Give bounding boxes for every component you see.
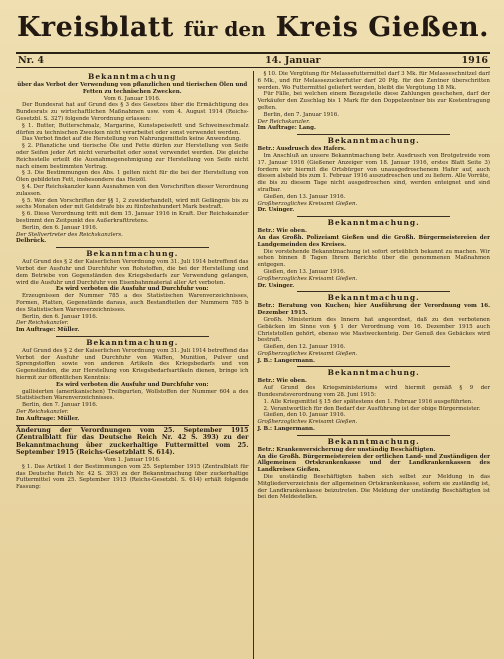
paragraph: Die vorstehende Bekanntmachung ist sofort ortsüblich bekannt zu machen. Wir sehen binnen 8 Tagen Ihrem Berichte über die genommenen Maßnahmen entgegen. xyxy=(257,248,490,269)
masthead-title-2: für den xyxy=(183,17,266,41)
section-divider xyxy=(297,134,450,135)
issue-date: 14. Januar xyxy=(265,55,321,66)
heading: Änderung der Verordnungen vom 25. September 1915 (Zentralblatt für das Deutsche Reich Nr. 42 S. 393) zu der Bekanntmachung über zuckerhaltige Futtermittel vom 25. September 1915 (Reichs-Gesetzblatt S. 614). xyxy=(16,426,249,457)
paragraph: § 1. Das Artikel 1 der Bestimmungen vom 25. September 1915 (Zentralblatt für das Deutsche Reich Nr. 42 S. 393) zu der Bekanntmachung über zuckerhaltige Futtermittel vom 25. September 1915 (Reichs-Gesetzbl. S. 614) erhält folgende Fassung: xyxy=(16,463,249,491)
address-line: An die Großh. Bürgermeistereien der ortlichen Land- und Zuständigen der Allgemeinen Ortskrankenkasse und der Landkrankenkassen des Landkreises Gießen. xyxy=(257,453,490,474)
address-line: An das Großh. Polizeiamt Gießen und die Großh. Bürgermeistereien der Landgemeinden des Kreises. xyxy=(257,234,490,248)
signature-title: Der Reichskanzler. xyxy=(16,320,69,327)
paragraph: § 6. Diese Verordnung tritt mit dem 15. Januar 1916 in Kraft. Der Reichskanzler bestimmt den Zeitpunkt des Außerkrafttretens. xyxy=(16,211,249,224)
signature-name: J. B.: Langermann. xyxy=(257,426,315,433)
right-column xyxy=(257,71,490,659)
heading: Bekanntmachung. xyxy=(327,293,420,303)
subject-line: Betr.: Wie oben. xyxy=(257,228,307,235)
section-divider xyxy=(297,291,450,292)
heading: Bekanntmachung. xyxy=(327,368,420,378)
left-column xyxy=(16,71,249,659)
paragraph: Auf Grund des § 2 der Kaiserlichen Verordnung vom 31. Juli 1914 betreffend das Verbot der Ausfuhr und Durchfuhr von Rohstoffen, die bei der Herstellung und dem Betriebe von Gegenständen des Kriegsbedarfs zur Verwendung gelangen, wird die Ausfuhr und Durchfuhr von Eisenbahnmaterial aller Art verboten. xyxy=(16,259,249,286)
paragraph: 2. Verantwortlich für den Bedarf der Ausführung ist der obige Bürgermeister. xyxy=(263,405,481,412)
heading: Bekanntmachung. xyxy=(327,436,420,446)
paragraph: § 10. Die Vergütung für Melassefuttermittel darf 3 Mk. für Melasseschnitzel darf 6 Mk., und für Melassezuckerfutter darf 20 Pfg. für den Zentner überschritten werden. Wo Futtermittel geliefert werden, bleibt die Vergütung 18 Mk. xyxy=(257,71,490,91)
signature-title: Der Reichskanzler. xyxy=(257,118,310,125)
paragraph: Im Anschluß an unsere Bekanntmachung betr. Ausdrusch von Brotgetreide vom 17. Januar 1916 (Gießener Anzeiger vom 18. Januar 1916, erstes Blatt Seite 3) fordern wir hiermit die Ortsbürger von unausgedroschenem Hafer auf, auch diesen alsbald bis zum 1. Februar 1916 auszudreschen und zu liefern. Alle Vorräte, die bis zu diesem Tage nicht ausgedroschen sind, werden enteignet und sind strafbar. xyxy=(257,152,490,193)
paragraph: § 3. Die Bestimmungen des Abs. 1 gelten nicht für die bei der Herstellung von Ölen gebildeten Fett, insbesondere das Heizöl. xyxy=(16,170,249,184)
paragraph: Für Fälle, bei welchen einem Bezugsteile diese Zahlungen geschehen, darf der Verkäufer den Zuschlag bis 1 Mark für den Doppelzentner bis zur Kostentragung gelten. xyxy=(257,91,490,111)
paragraph: Großh. Ministerium des Innern hat angeordnet, daß zu den verbotenen Gebäcken im Sinne von § 1 der Verordnung vom 16. Dezember 1915 auch Christstollen gehört, ebenso wie Mastweckenteig. Der Genuß des Gebäckes wird bestraft. xyxy=(257,316,490,344)
heading: Bekanntmachung. xyxy=(327,136,420,146)
date-line: Berlin, den 6. Januar 1916. xyxy=(22,313,98,320)
signature-name: J. B.: Langermann. xyxy=(257,357,315,364)
signature-name: Im Auftrage: Müller. xyxy=(16,327,80,334)
masthead-title-1: Kreisblatt xyxy=(16,12,174,43)
date-line: Vom 6. Januar 1916. xyxy=(103,95,161,102)
section-divider xyxy=(16,425,249,426)
paragraph: Es wird verboten die Ausfuhr und Durchfuhr von: xyxy=(56,381,209,388)
signature-name: Im Auftrage: Lang. xyxy=(257,125,316,132)
masthead xyxy=(16,6,490,52)
section-divider xyxy=(56,336,209,337)
columns xyxy=(16,71,490,659)
paragraph: gallisierten (amerikanischen) Treibgurten, Wollstoffen der Nummer 604 a des Statistischen Warenverzeichnisses. xyxy=(16,388,249,402)
date-line: Gießen, den 13. Januar 1916. xyxy=(263,193,346,200)
signature-name: Dr. Usinger. xyxy=(257,282,295,289)
signature-title: Großherzogliches Kreisamt Gießen. xyxy=(257,200,358,207)
section-divider xyxy=(297,216,450,217)
subject-line: Betr.: Wie oben. xyxy=(257,378,307,385)
issue-bar xyxy=(16,52,490,68)
paragraph: Der Bundesrat hat auf Grund des § 3 des Gesetzes über die Ermächtigung des Bundesrats zu wirtschaftlichen Maßnahmen usw. vom 4. August 1914 (Reichs-Gesetzbl. S. 327) folgende Verordnung erlassen: xyxy=(16,102,249,122)
signature-name: Delbrück. xyxy=(16,238,47,245)
paragraph: Die unständig Beschäftigten haben sich selbst zur Meldung in das Mitgliederverzeichnis der allgemeinen Ortskrankenkasse, sofern sie zuständig ist, der Landkrankenkasse beizutreten. Die Meldung der unständig Beschäftigten ist bei den Meldestellen. xyxy=(257,474,490,501)
paragraph: Es wird verboten die Ausfuhr und Durchfuhr von: xyxy=(56,286,209,293)
heading: Bekanntmachung. xyxy=(86,249,179,259)
signature-title: Großherzogliches Kreisamt Gießen. xyxy=(257,419,358,426)
subject-line: Betr.: Krankenversicherung der unständig Beschäftigten. xyxy=(257,446,436,453)
signature-title: Großherzogliches Kreisamt Gießen. xyxy=(257,275,358,282)
paragraph: Das Verbot findet auf die Herstellung von Nahrungsmitteln keine Anwendung. xyxy=(22,136,241,143)
subheading: über das Verbot der Verwendung von pflanzlichen und tierischen Ölen und Fetten zu technischen Zwecken. xyxy=(17,82,248,95)
paragraph: § 1. Butter, Butterschmalz, Margarine, Kunstspeisefett und Schweineschmalz dürfen zu technischen Zwecken nicht verarbeitet oder sonst verwendet werden. xyxy=(16,122,249,136)
masthead-title-3: Kreis Gießen. xyxy=(275,12,490,43)
date-line: Gießen, den 10. Januar 1916. xyxy=(263,412,346,419)
section-divider xyxy=(297,366,450,367)
heading: Bekanntmachung. xyxy=(86,337,179,347)
date-line: Gießen, den 13. Januar 1916. xyxy=(263,268,346,275)
paragraph: Auf Grund des § 2 der Kaiserlichen Verordnung vom 31. Juli 1914 betreffend das Verbot der Ausfuhr und Durchfuhr von Waffen, Munition, Pulver und Sprengstoffen sowie von anderen Artikeln des Kriegsbedarfs und von Gegenständen, die zur Herstellung von Kriegsbedarfsartikeln dienen, bringe ich hiermit zur öffentlichen Kenntnis: xyxy=(16,347,249,382)
issue-year: 1916 xyxy=(461,55,488,66)
column-rule xyxy=(253,71,254,659)
heading: Bekanntmachung. xyxy=(327,218,420,228)
paragraph: Auf Grund des Kriegsministeriums wird hiermit gemäß § 9 der Bundesratsverordnung vom 28. Juni 1915: xyxy=(257,385,490,399)
section-divider xyxy=(297,435,450,436)
signature-name: Dr. Usinger. xyxy=(257,207,295,214)
date-line: Berlin, den 7. Januar 1916. xyxy=(263,111,339,118)
paragraph: § 4. Der Reichskanzler kann Ausnahmen von den Vorschriften dieser Verordnung zulassen. xyxy=(16,183,249,197)
paragraph: Erzeugnissen der Nummer 785 a des Statistischen Warenverzeichnisses, Formen, Platten, Gegenstände daraus, auch Bestandteilen der Nummern 785 b des Statistischen Warenverzeichnisses. xyxy=(16,293,249,313)
heading: Bekanntmachung xyxy=(87,72,177,81)
date-line: Gießen, den 12. Januar 1916. xyxy=(263,344,346,351)
subject-line: Betr.: Beratung von Kuchen; hier Ausführung der Verordnung vom 16. Dezember 1915. xyxy=(257,303,490,317)
date-line: Berlin, den 6. Januar 1916. xyxy=(22,224,98,231)
date-line: Berlin, den 7. Januar 1916. xyxy=(22,402,98,409)
issue-number: Nr. 4 xyxy=(18,55,45,66)
signature-title: Der Reichskanzler. xyxy=(16,409,69,416)
paragraph: § 2. Pflanzliche und tierische Öle und Fette dürfen zur Herstellung von Seife oder Seifen jeder Art nicht verarbeitet oder sonst verwendet werden. Die gleiche Reichsstelle erteilt die Ausnahmegenehmigung zur Herstellung von Seife nicht nach einem bestimmten Vertrag. xyxy=(16,143,249,170)
signature-title: Großherzogliches Kreisamt Gießen. xyxy=(257,350,358,357)
section-divider xyxy=(56,247,209,248)
paragraph: 1. Alle Kriegsmittel § 15 der spätestens den 1. Februar 1916 ausgeführten. xyxy=(263,398,473,405)
subject-line: Betr.: Ausdrusch des Hafers. xyxy=(257,146,346,153)
paragraph: § 5. Wer den Vorschriften der §§ 1, 2 zuwiderhandelt, wird mit Gefängnis bis zu sechs Monaten oder mit Geldstrafe bis zu fünfzehnhundert Mark bestraft. xyxy=(16,197,249,211)
date-line: Vom 1. Januar 1916. xyxy=(103,457,161,464)
signature-name: Im Auftrage: Müller. xyxy=(16,415,80,422)
signature-title: Der Stellvertreter des Reichskanzlers. xyxy=(16,231,123,238)
